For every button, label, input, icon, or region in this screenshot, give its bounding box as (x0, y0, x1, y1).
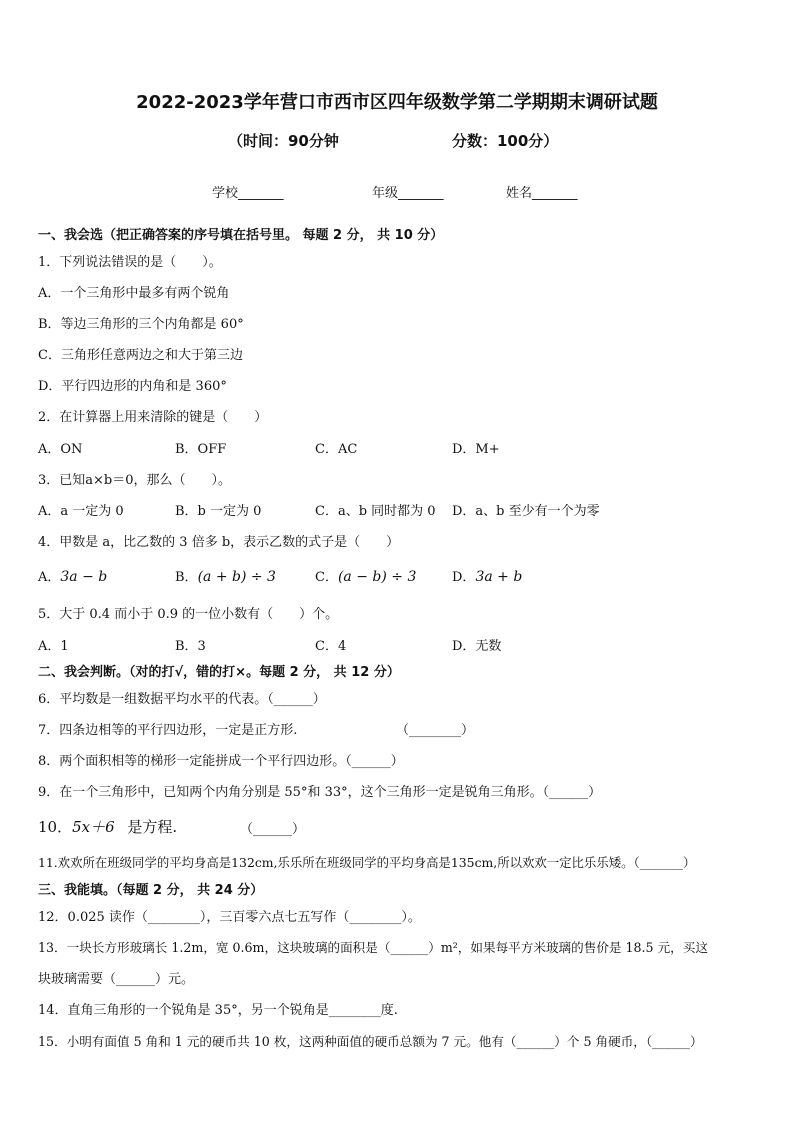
q3-option-c: C．a、b 同时都为 0 (315, 504, 436, 519)
q15: 15．小明有面值 5 角和 1 元的硬币共 10 枚，这两种面值的硬币总额为 7 元。他有（______）个 5 角硬币，（______） (38, 1034, 703, 1049)
q10-expression: 5x＋6 (72, 818, 115, 836)
q13-line-2: 块玻璃需要（______）元。 (38, 972, 195, 987)
q4-d-expression: 3a + b (475, 569, 523, 585)
q2-option-c: C．AC (315, 442, 358, 457)
exam-time: （时间：90分钟 (228, 132, 339, 150)
section-3-heading: 三、我能填。（每题 2 分， 共 24 分） (38, 883, 264, 898)
page-title: 2022-2023学年营口市西市区四年级数学第二学期期末调研试题 (136, 92, 658, 113)
q3-stem: 3．已知a×b＝0，那么（ ）。 (38, 473, 232, 488)
q5-stem: 5．大于 0.4 而小于 0.9 的一位小数有（ ）个。 (38, 607, 339, 622)
q4-option-b (175, 566, 276, 585)
q2-stem: 2．在计算器上用来清除的键是（ ） (38, 410, 268, 425)
q1-option-c: C．三角形任意两边之和大于第三边 (38, 348, 243, 363)
q5-option-a: A．1 (38, 639, 69, 654)
q2-option-a: A．ON (38, 442, 83, 457)
q3-option-b: B．b 一定为 0 (175, 504, 262, 519)
q1-option-a: A．一个三角形中最多有两个锐角 (38, 286, 230, 301)
q8: 8．两个面积相等的梯形一定能拼成一个平行四边形。（______） (38, 754, 404, 769)
q11: 11.欢欢所在班级同学的平均身高是132cm,乐乐所在班级同学的平均身高是135cm,所以欢欢一定比乐乐矮。（_______） (38, 855, 696, 870)
q4-a-label: A． (38, 570, 61, 585)
q10-blank: （______） (240, 822, 306, 837)
q5-option-d: D．无数 (452, 639, 502, 654)
q5-option-b: B．3 (175, 639, 206, 654)
q4-b-label: B． (175, 570, 198, 585)
q4-option-c (315, 566, 416, 585)
q2-option-b: B．OFF (175, 442, 227, 457)
section-2-heading: 二、我会判断。（对的打√，错的打×。每题 2 分， 共 12 分） (38, 665, 400, 680)
q3-option-a: A．a 一定为 0 (38, 504, 124, 519)
q1-option-d: D．平行四边形的内角和是 360° (38, 379, 227, 394)
q4-option-d (452, 566, 522, 585)
q4-option-a (38, 566, 107, 585)
q4-b-expression: (a + b) ÷ 3 (197, 569, 276, 585)
q4-d-label: D． (452, 570, 476, 585)
section-1-heading: 一、我会选（把正确答案的序号填在括号里。 每题 2 分， 共 10 分） (38, 228, 444, 243)
grade-field: 年级_______ (372, 186, 444, 201)
q4-stem: 4．甲数是 a，比乙数的 3 倍多 b，表示乙数的式子是（ ） (38, 535, 400, 550)
q3-option-d: D．a、b 至少有一个为零 (452, 504, 600, 519)
q9: 9．在一个三角形中，已知两个内角分别是 55°和 33°，这个三角形一定是锐角三角形。（______） (38, 785, 602, 800)
q7-blank: （________） (396, 723, 475, 738)
q10-number: 10． (38, 818, 73, 836)
q4-c-expression: (a − b) ÷ 3 (337, 569, 417, 585)
q10 (38, 816, 177, 837)
q6: 6．平均数是一组数据平均水平的代表。（______） (38, 692, 326, 707)
q2-option-d: D．M+ (452, 442, 500, 457)
q12: 12．0.025 读作（________），三百零六点七五写作（________）。 (38, 910, 421, 925)
name-field: 姓名_______ (506, 186, 578, 201)
q1-stem: 1．下列说法错误的是（ ）。 (38, 255, 222, 270)
q10-text: 是方程. (127, 818, 178, 836)
q1-option-b: B．等边三角形的三个内角都是 60° (38, 317, 244, 332)
exam-score: 分数：100分） (452, 132, 559, 150)
q4-c-label: C． (315, 570, 338, 585)
q7-text: 7．四条边相等的平行四边形，一定是正方形. (38, 723, 298, 738)
q14: 14．直角三角形的一个锐角是 35°，另一个锐角是________度. (38, 1003, 398, 1018)
q5-option-c: C．4 (315, 639, 347, 654)
school-field: 学校_______ (212, 186, 284, 201)
q13-line-1: 13．一块长方形玻璃长 1.2m，宽 0.6m，这块玻璃的面积是（______）m²，如果每平方米玻璃的售价是 18.5 元，买这 (38, 940, 708, 955)
q4-a-expression: 3a − b (60, 569, 108, 585)
